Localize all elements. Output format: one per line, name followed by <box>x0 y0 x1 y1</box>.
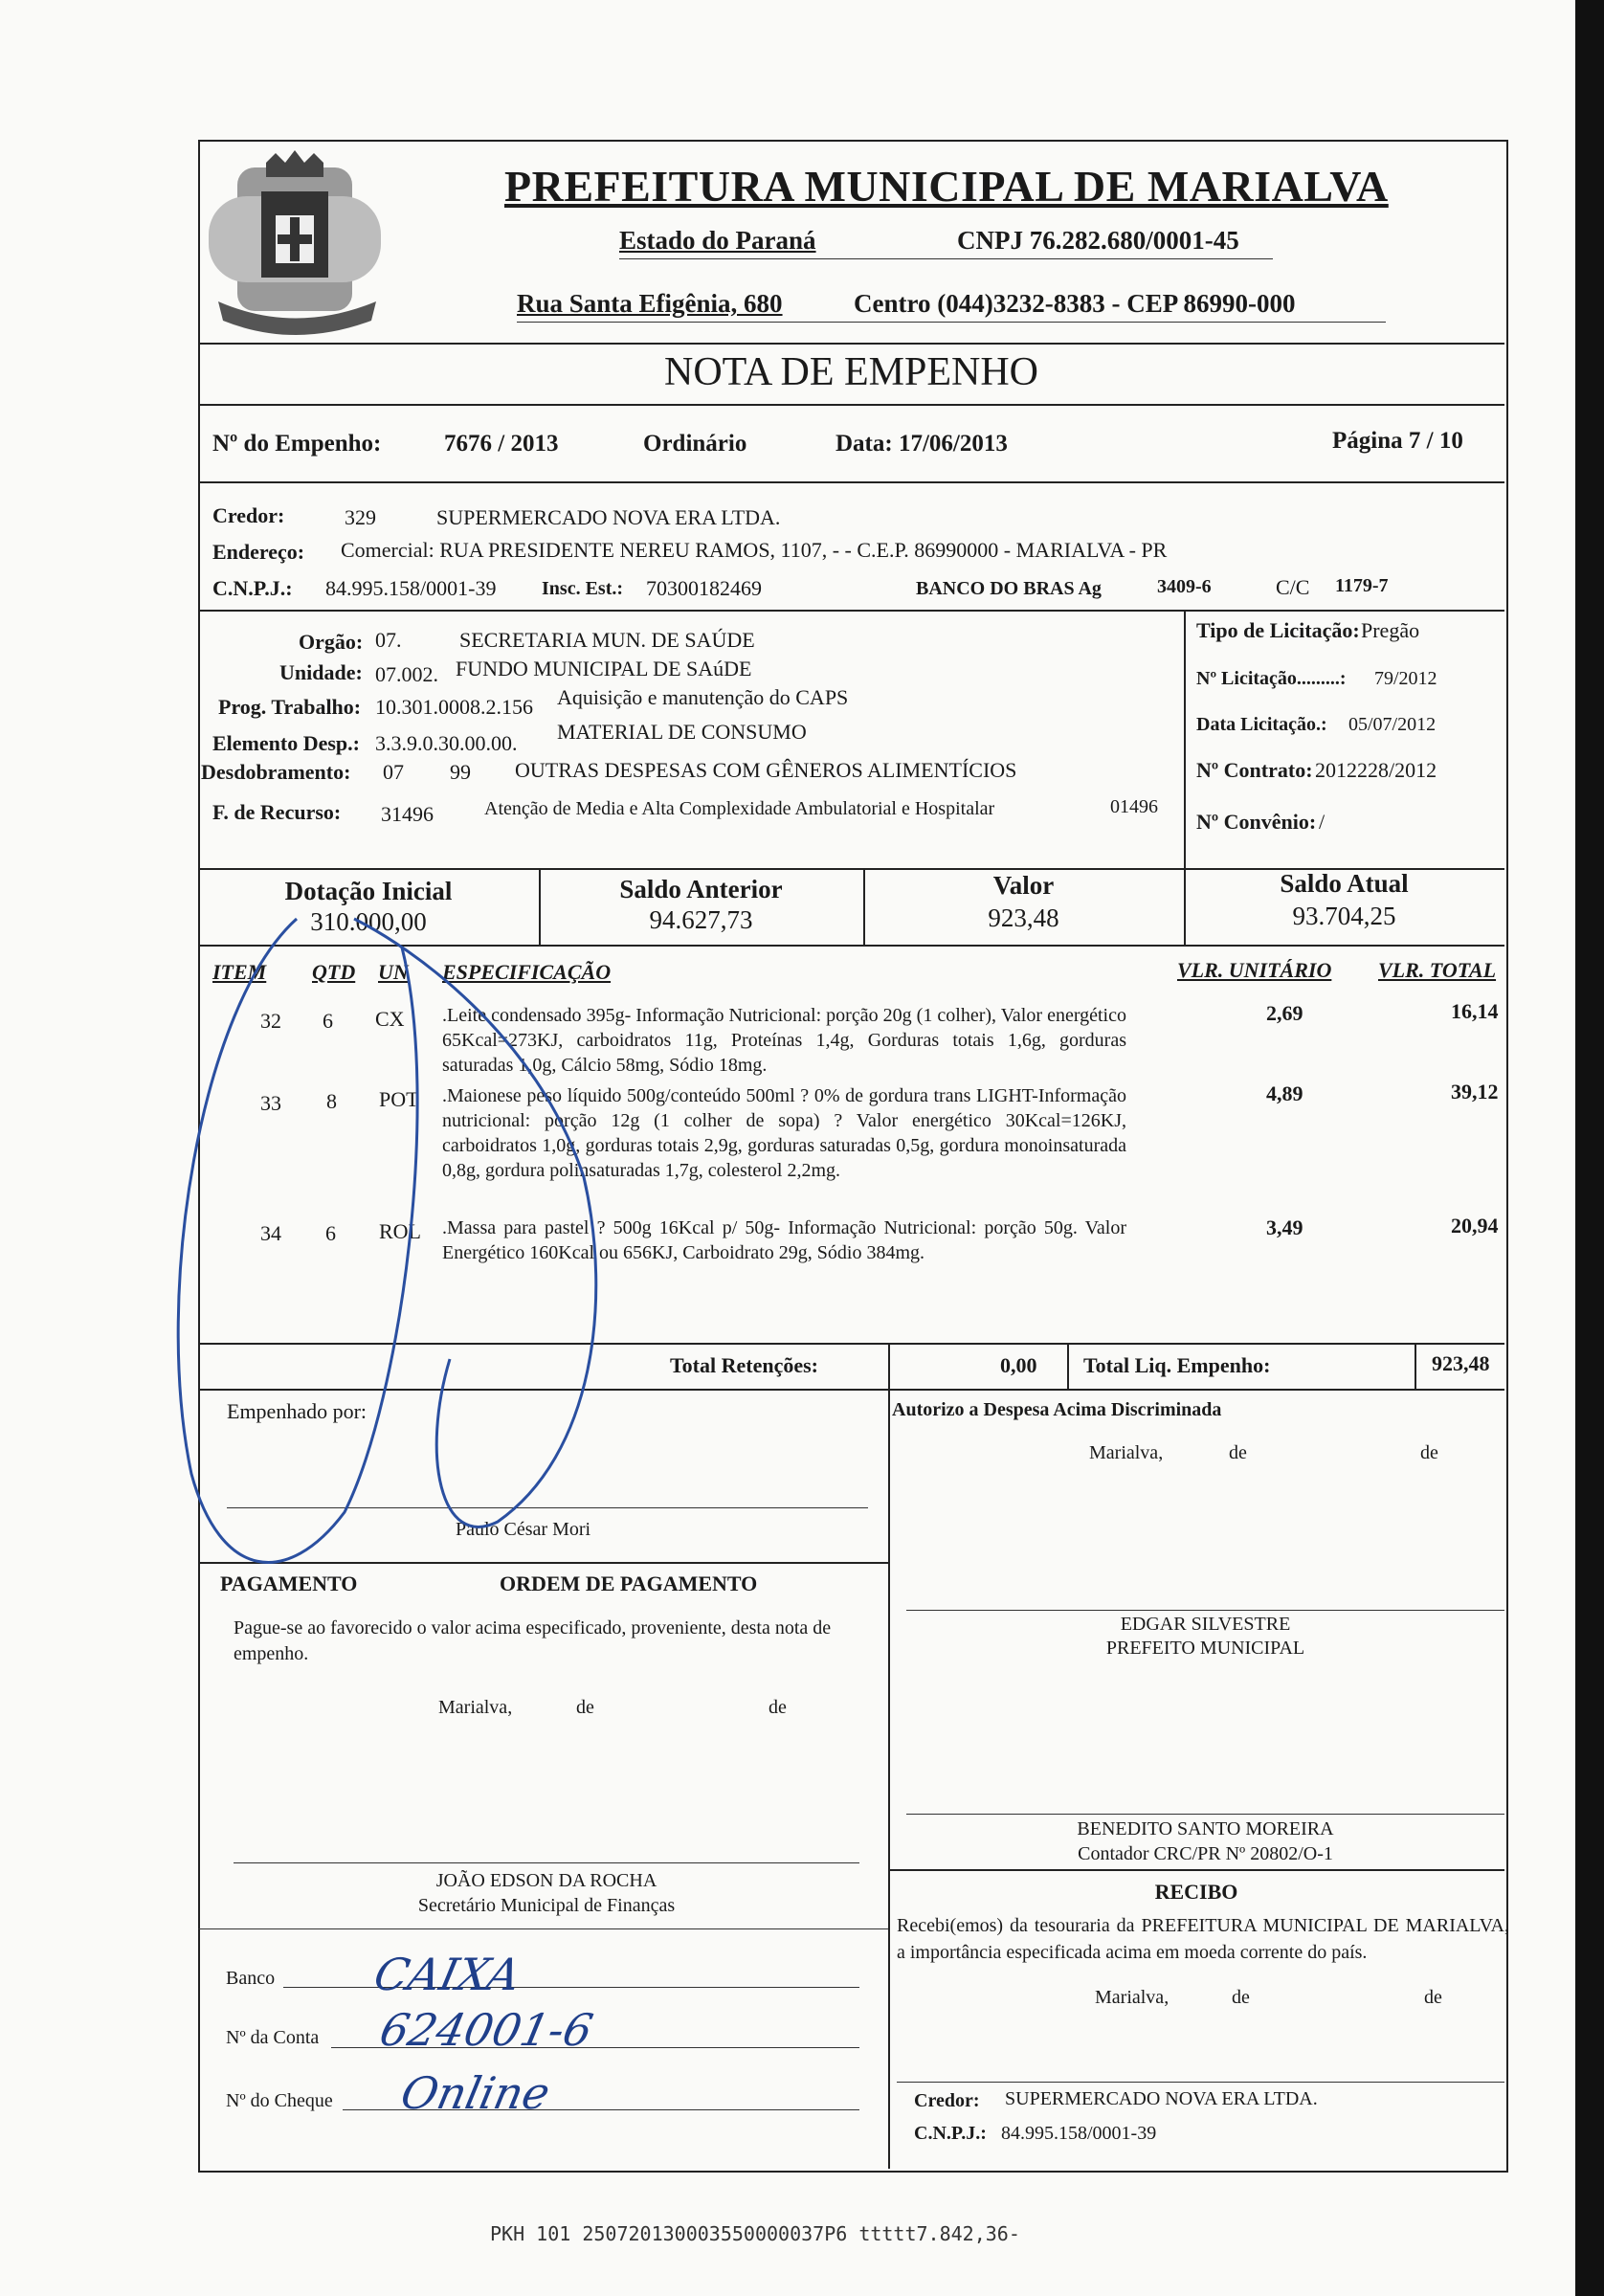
liquido-label: Total Liq. Empenho: <box>1083 1353 1271 1377</box>
item-total: 39,12 <box>1451 1080 1499 1103</box>
recibo-cnpj: 84.995.158/0001-39 <box>1001 2123 1157 2144</box>
item-un: POT <box>379 1087 419 1111</box>
saldo-anterior-label: Saldo Anterior <box>619 875 783 903</box>
saldo-anterior-value: 94.627,73 <box>649 905 753 934</box>
prefeitura-title: PREFEITURA MUNICIPAL DE MARIALVA <box>504 162 1389 211</box>
recibo-de2: de <box>1424 1987 1442 2008</box>
unidade-label: Unidade: <box>279 660 363 684</box>
item-qtd: 6 <box>323 1009 333 1033</box>
empenho-type: Ordinário <box>643 431 747 457</box>
numero-licitacao: 79/2012 <box>1374 668 1437 689</box>
item-un: CX <box>375 1007 405 1031</box>
convenio-label: Nº Convênio: <box>1196 810 1317 834</box>
ordem-pagamento: ORDEM DE PAGAMENTO <box>500 1572 758 1595</box>
col-un: UN <box>378 960 409 984</box>
convenio-number: / <box>1319 810 1326 834</box>
empenhado-label: Empenhado por: <box>227 1399 368 1423</box>
item-unit: 3,49 <box>1266 1215 1303 1239</box>
prefeito-name: EDGAR SILVESTRE <box>1120 1614 1291 1635</box>
credor-agencia: 3409-6 <box>1157 576 1212 597</box>
credor-cc: 1179-7 <box>1335 575 1389 596</box>
col-especificacao: ESPECIFICAÇÃO <box>442 960 612 984</box>
item-desc: .Massa para pastel ? 500g 16Kcal p/ 50g- Informação Nutricional: porção 50g. Valor Energético 160Kcal ou 656KJ, Carboidrato 29g, Sódio 384mg. <box>442 1217 1126 1263</box>
conta-label: Nº da Conta <box>226 2027 320 2048</box>
recurso-num: 01496 <box>1110 796 1158 817</box>
empenhado-name: Paulo César Mori <box>456 1519 591 1540</box>
item-unit: 2,69 <box>1266 1001 1303 1025</box>
contador-role: Contador CRC/PR Nº 20802/O-1 <box>1078 1843 1333 1864</box>
cc-label: C/C <box>1276 575 1310 599</box>
data-licitacao-label: Data Licitação.: <box>1196 714 1327 735</box>
recibo-credor: SUPERMERCADO NOVA ERA LTDA. <box>1005 2088 1318 2109</box>
credor-banco: BANCO DO BRAS Ag <box>916 578 1102 599</box>
pagamento-label: PAGAMENTO <box>220 1572 358 1595</box>
item-qtd: 6 <box>325 1221 336 1245</box>
credor-endereco: Comercial: RUA PRESIDENTE NEREU RAMOS, 1107, - - C.E.P. 86990000 - MARIALVA - PR <box>341 538 1168 562</box>
desdobramento-b: 99 <box>450 760 471 784</box>
credor-label: Credor: <box>212 503 285 527</box>
secretario-name: JOÃO EDSON DA ROCHA <box>435 1870 657 1891</box>
credor-code: 329 <box>345 505 376 529</box>
orgao-label: Orgão: <box>299 630 364 654</box>
footer-code: PKH 101 250720130003550000037P6 ttttt7.842,36- <box>490 2222 1020 2245</box>
desdobramento-a: 07 <box>383 760 404 784</box>
prefeito-role: PREFEITO MUNICIPAL <box>1105 1638 1305 1659</box>
endereco-label: Endereço: <box>212 540 305 564</box>
prog-label: Prog. Trabalho: <box>218 695 362 719</box>
desdobramento-name: OUTRAS DESPESAS COM GÊNEROS ALIMENTÍCIOS <box>515 758 1017 782</box>
orgao-name: SECRETARIA MUN. DE SAÚDE <box>459 628 755 652</box>
prog-code: 10.301.0008.2.156 <box>375 695 533 719</box>
desdobramento-label: Desdobramento: <box>201 760 351 784</box>
scan-edge <box>1575 0 1604 2296</box>
valor-value: 923,48 <box>988 903 1059 932</box>
retencoes-value: 0,00 <box>1000 1353 1037 1377</box>
pagamento-de2: de <box>769 1697 787 1718</box>
item-desc: .Maionese peso líquido 500g/conteúdo 500ml ? 0% de gordura trans LIGHT-Informação nutricional: porção 12g (1 colher de sopa) ? Valor energético 30Kcal=126KJ, carboidratos 1,0g, gorduras totais 2,9g, gorduras saturadas 0,5g, gordura monoinsaturada 0,8g, gordura polinsaturadas 1,7g, colesterol 2,2mg. <box>442 1085 1126 1181</box>
recurso-name: Atenção de Media e Alta Complexidade Ambulatorial e Hospitalar <box>484 798 995 819</box>
saldo-atual-label: Saldo Atual <box>1280 869 1409 898</box>
contador-name: BENEDITO SANTO MOREIRA <box>1077 1818 1334 1839</box>
recurso-label: F. de Recurso: <box>212 800 342 824</box>
item-number: 33 <box>260 1091 281 1115</box>
secretario-role: Secretário Municipal de Finanças <box>417 1895 676 1916</box>
tipo-licitacao-label: Tipo de Licitação: <box>1196 618 1360 642</box>
contrato-label: Nº Contrato: <box>1196 758 1313 782</box>
liquido-value: 923,48 <box>1432 1351 1490 1375</box>
saldo-atual-value: 93.704,25 <box>1292 902 1396 930</box>
empenho-date: Data: 17/06/2013 <box>835 431 1008 457</box>
dotacao-label: Dotação Inicial <box>284 877 453 905</box>
item-number: 32 <box>260 1009 281 1033</box>
col-unitario: VLR. UNITÁRIO <box>1177 958 1332 982</box>
elemento-label: Elemento Desp.: <box>212 731 360 755</box>
recibo-title: RECIBO <box>1154 1880 1238 1904</box>
recibo-credor-label: Credor: <box>914 2090 980 2111</box>
item-desc: .Leite condensado 395g- Informação Nutricional: porção 20g (1 colher), Valor energético 65Kcal=273KJ, carboidratos 11g, Proteínas 1,4g, Gorduras totais 1,6g, gorduras saturadas 1,0g, Cálcio 58mg, Sódio 18mg. <box>442 1005 1126 1076</box>
item-number: 34 <box>260 1221 281 1245</box>
credor-cnpj: 84.995.158/0001-39 <box>325 576 497 600</box>
cheque-handwritten: Online <box>396 2067 555 2119</box>
orgao-code: 07. <box>375 628 402 652</box>
prog-name: Aquisição e manutenção do CAPS <box>557 685 849 709</box>
dotacao-value: 310.000,00 <box>310 907 427 936</box>
page-number: Página 7 / 10 <box>1332 428 1463 454</box>
autorizo-de2: de <box>1420 1442 1438 1463</box>
data-licitacao: 05/07/2012 <box>1348 714 1437 735</box>
contrato-number: 2012228/2012 <box>1315 758 1437 782</box>
empenho-number: 7676 / 2013 <box>444 431 559 457</box>
pagamento-text: Pague-se ao favorecido o valor acima especificado, proveniente, desta nota de empenho. <box>234 1617 832 1664</box>
banco-label: Banco <box>226 1968 276 1989</box>
autorizo-de: de <box>1229 1442 1247 1463</box>
pagamento-city: Marialva, <box>438 1697 513 1718</box>
cheque-label: Nº do Cheque <box>226 2090 333 2111</box>
item-qtd: 8 <box>326 1089 337 1113</box>
recibo-de: de <box>1232 1987 1250 2008</box>
item-total: 16,14 <box>1451 999 1499 1023</box>
cnpj-label: C.N.P.J.: <box>212 576 293 600</box>
item-total: 20,94 <box>1451 1214 1499 1237</box>
tipo-licitacao: Pregão <box>1361 618 1420 642</box>
banco-handwritten: CAIXA <box>369 1949 525 2000</box>
unidade-name: FUNDO MUNICIPAL DE SAúDE <box>456 657 752 680</box>
credor-name: SUPERMERCADO NOVA ERA LTDA. <box>436 505 781 529</box>
insc-label: Insc. Est.: <box>542 578 624 599</box>
recibo-city: Marialva, <box>1095 1987 1170 2008</box>
unidade-code: 07.002. <box>375 662 438 686</box>
elemento-code: 3.3.9.0.30.00.00. <box>375 731 518 755</box>
col-total: VLR. TOTAL <box>1378 958 1497 982</box>
col-qtd: QTD <box>312 960 356 984</box>
valor-label: Valor <box>992 871 1055 900</box>
prefeitura-address: Rua Santa Efigênia, 680 <box>517 289 783 318</box>
item-un: ROL <box>379 1219 421 1243</box>
credor-insc: 70300182469 <box>646 576 762 600</box>
recurso-code: 31496 <box>381 802 434 826</box>
retencoes-label: Total Retenções: <box>670 1353 818 1377</box>
state-name: Estado do Paraná <box>619 226 816 255</box>
empenho-label: Nº do Empenho: <box>212 431 382 457</box>
item-unit: 4,89 <box>1266 1081 1303 1105</box>
recibo-cnpj-label: C.N.P.J.: <box>914 2123 987 2144</box>
prefeitura-address-rest: Centro (044)3232-8383 - CEP 86990-000 <box>854 289 1296 318</box>
conta-handwritten: 624001-6 <box>375 2004 598 2056</box>
cnpj-prefeitura: CNPJ 76.282.680/0001-45 <box>957 226 1239 255</box>
elemento-name: MATERIAL DE CONSUMO <box>557 720 807 744</box>
numero-licitacao-label: Nº Licitação.........: <box>1196 668 1347 689</box>
recibo-text: Recebi(emos) da tesouraria da PREFEITURA MUNICIPAL DE MARIALVA, a importância especificada acima em moeda corrente do país. <box>897 1915 1509 1963</box>
autorizo-text: Autorizo a Despesa Acima Discriminada <box>892 1399 1222 1420</box>
nota-empenho-title: NOTA DE EMPENHO <box>664 350 1038 394</box>
col-item: ITEM <box>212 960 267 984</box>
pagamento-de: de <box>576 1697 594 1718</box>
autorizo-city: Marialva, <box>1089 1442 1164 1463</box>
